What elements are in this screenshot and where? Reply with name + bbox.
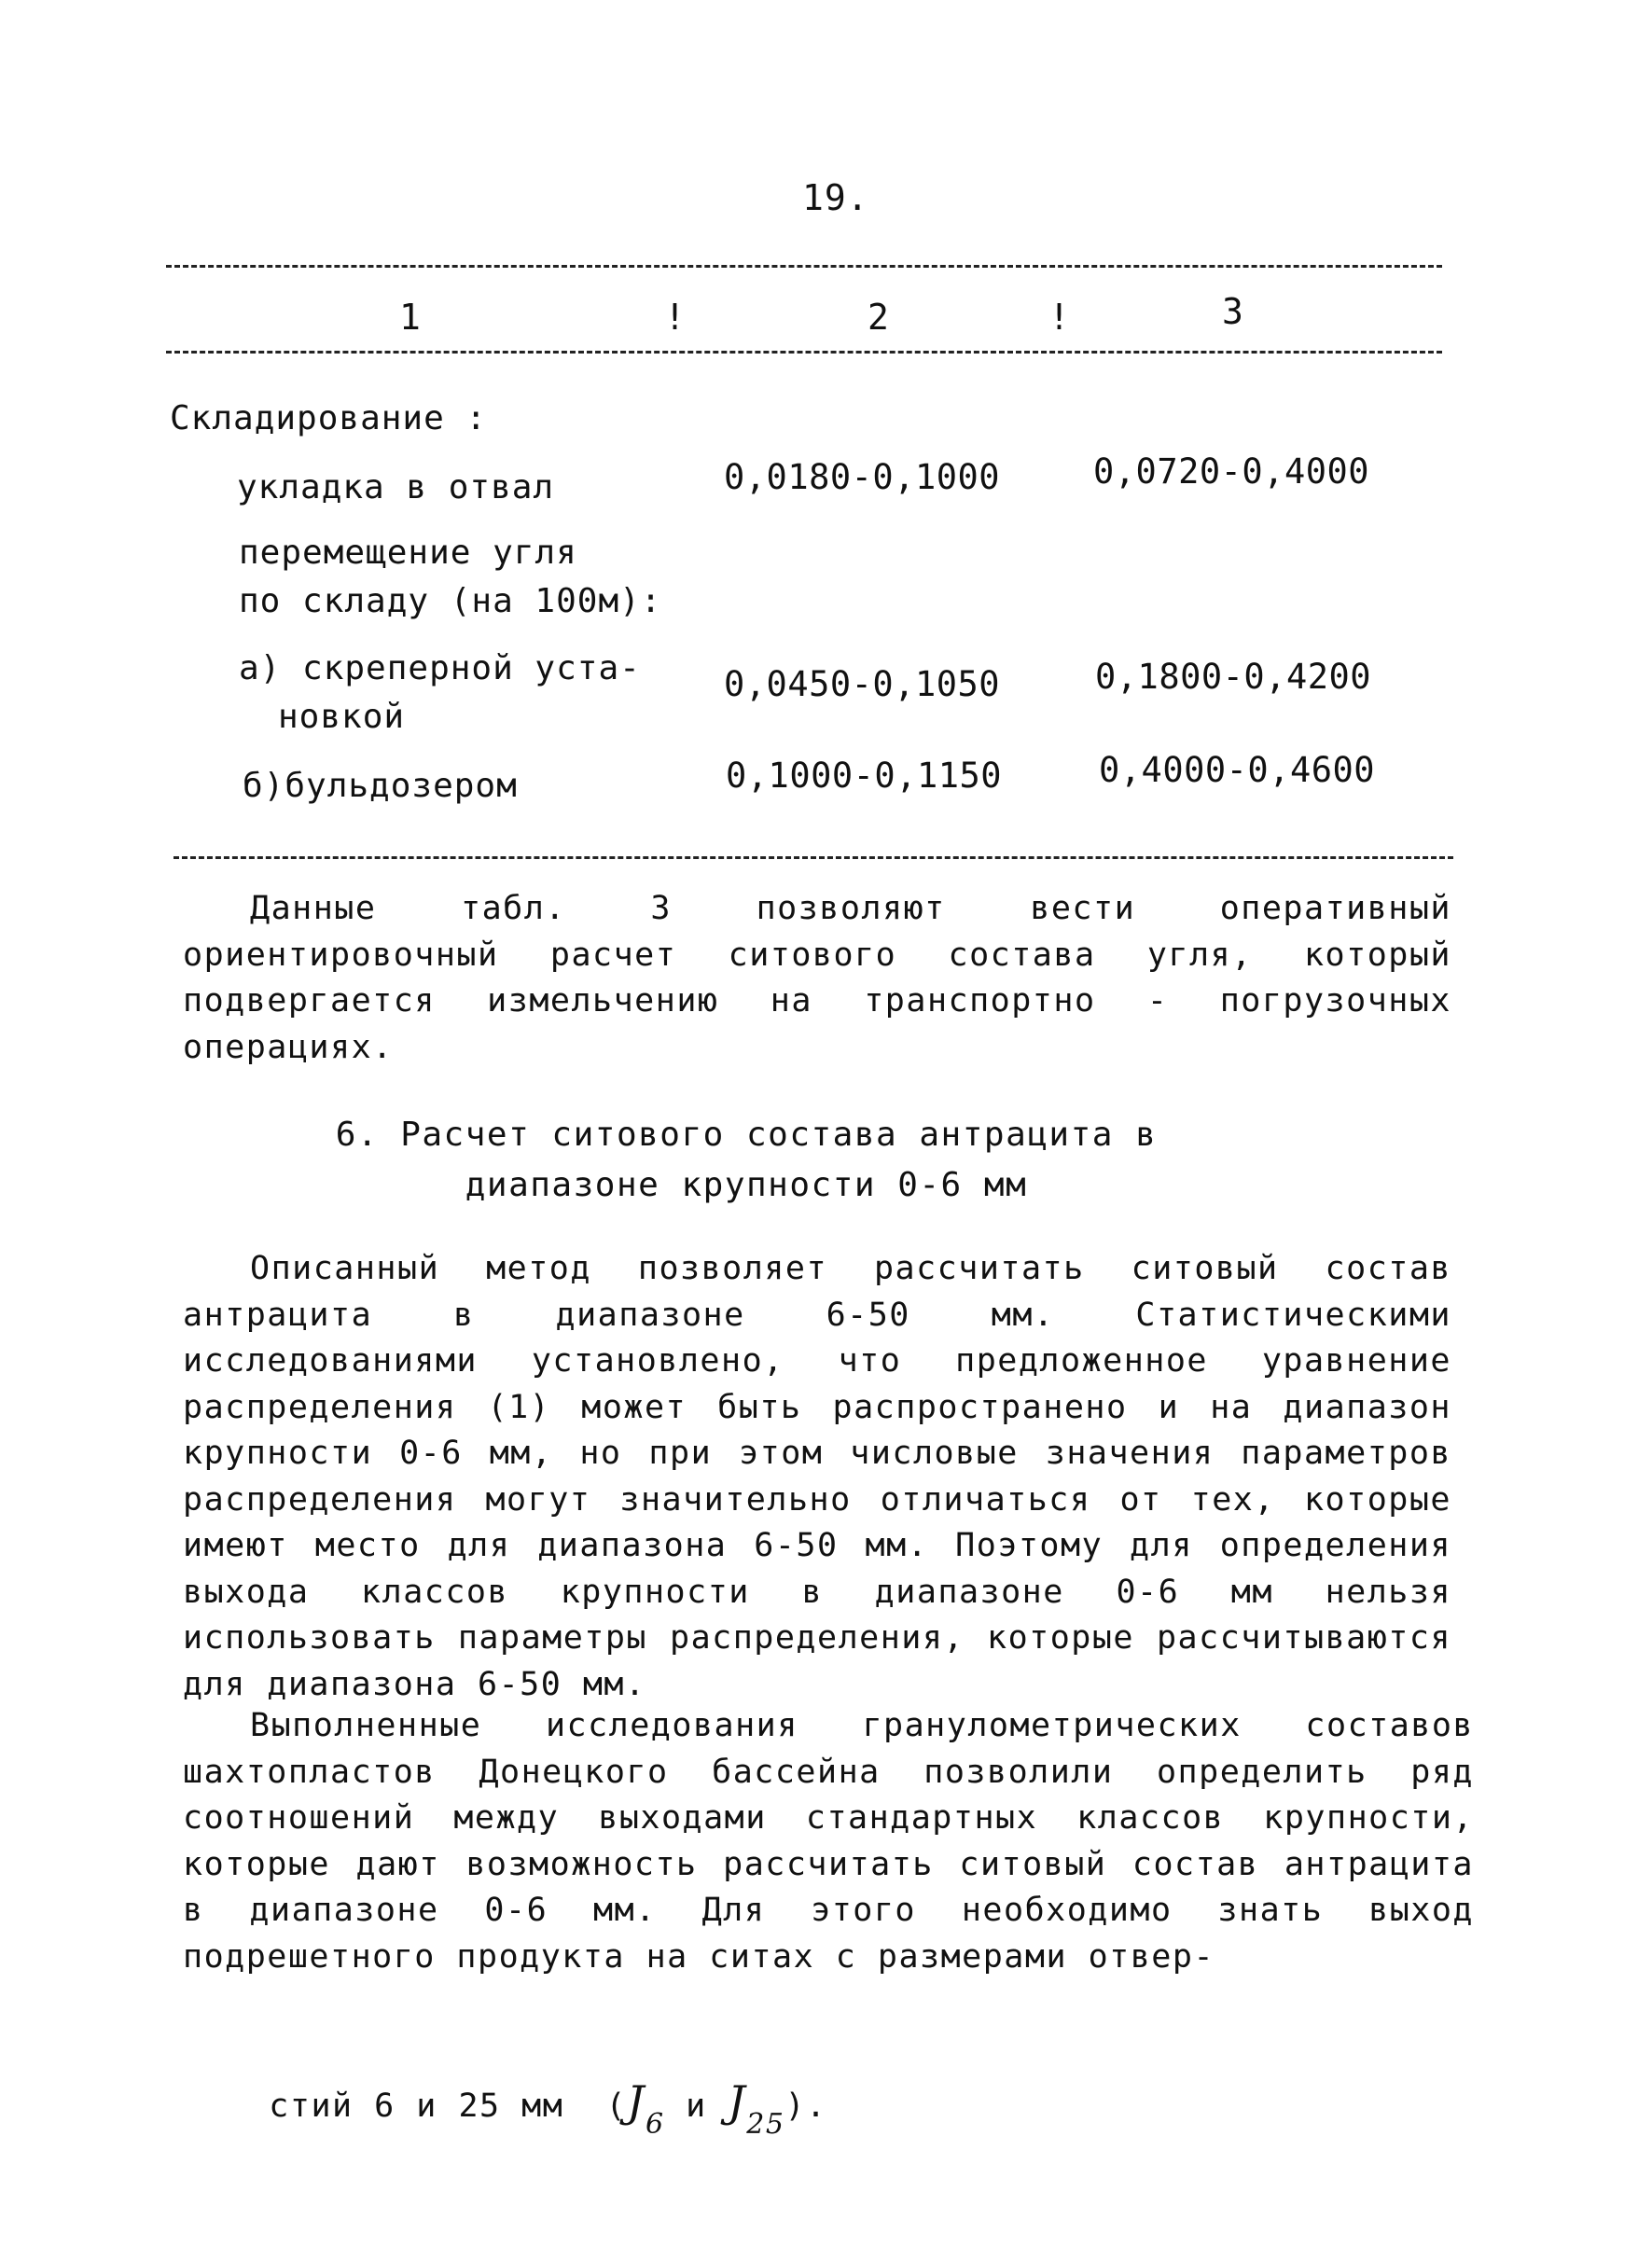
table-row-label: а) скреперной уста- <box>239 649 641 687</box>
table-cell-col3: 0,1800-0,4200 <box>1095 657 1372 697</box>
paragraph-final-line <box>185 2039 827 2164</box>
table-header-col2: 2 <box>868 297 889 338</box>
paragraph: Выполненные исследования гранулометрических составов шахтопластов Донецкого бассейна позволили определить ряд соотношений между выходами стандартных классов крупности, которые дают возможность рассчитать ситовый состав антрацита в диапазоне 0-6 мм. Для этого необходимо знать выход подрешетного продукта на ситах с размерами отвер- <box>183 1707 1474 1976</box>
table-row-label: укладка в отвал <box>237 468 555 506</box>
table-header-rule <box>166 351 1442 354</box>
table-header-col3: 3 <box>1222 291 1243 332</box>
final-line-conj: и <box>664 2087 729 2125</box>
table-bottom-rule <box>174 856 1453 859</box>
table-cell-col2: 0,1000-0,1150 <box>726 756 1003 796</box>
table-cell-col2: 0,0180-0,1000 <box>724 457 1001 497</box>
final-line-suffix: ). <box>784 2087 827 2125</box>
table-header-sep2: ! <box>1048 297 1070 338</box>
symbol-j6: $J_6$ <box>627 2076 665 2141</box>
table-header-sep1: ! <box>664 297 686 338</box>
paragraph: Описанный метод позволяет рассчитать ситовый состав антрацита в диапазоне 6-50 мм. Статистическими исследованиями установлено, что предложенное уравнение распределения (1) может быть распространено и на диапазон крупности 0-6 мм, но при этом числовые значения параметров распределения могут значительно отличаться от тех, которые имеют место для диапазона 6-50 мм. Поэтому для определения выхода классов крупности в диапазоне 0-6 мм нельзя использовать параметры распределения, которые рассчитываются для диапазона 6-50 мм. <box>183 1250 1451 1703</box>
table-cell-col3: 0,0720-0,4000 <box>1093 451 1370 492</box>
table-row-label: перемещение угля <box>239 534 577 572</box>
section-heading-line2: диапазоне крупности 0-6 мм <box>465 1166 1028 1204</box>
paragraph: Данные табл. 3 позволяют вести оперативный ориентировочный расчет ситового состава угля, который подвергается измельчению на транспортно - погрузочных операциях. <box>183 890 1451 1066</box>
symbol-j25: $J_{25}$ <box>728 2076 785 2141</box>
table-row-label: б)бульдозером <box>243 767 518 805</box>
table-section-label: Складирование : <box>170 399 488 437</box>
table-header-col1: 1 <box>399 297 421 338</box>
table-top-rule <box>166 265 1442 268</box>
section-heading-line1: 6. Расчет ситового состава антрацита в <box>335 1116 1158 1154</box>
table-row-label-cont: новкой <box>278 698 406 736</box>
table-cell-col3: 0,4000-0,4600 <box>1099 750 1376 790</box>
table-row-label-cont: по складу (на 100м): <box>239 582 662 620</box>
final-line-prefix: стий 6 и 25 мм ( <box>269 2087 628 2125</box>
page-number: 19. <box>802 177 869 218</box>
table-cell-col2: 0,0450-0,1050 <box>724 664 1001 704</box>
